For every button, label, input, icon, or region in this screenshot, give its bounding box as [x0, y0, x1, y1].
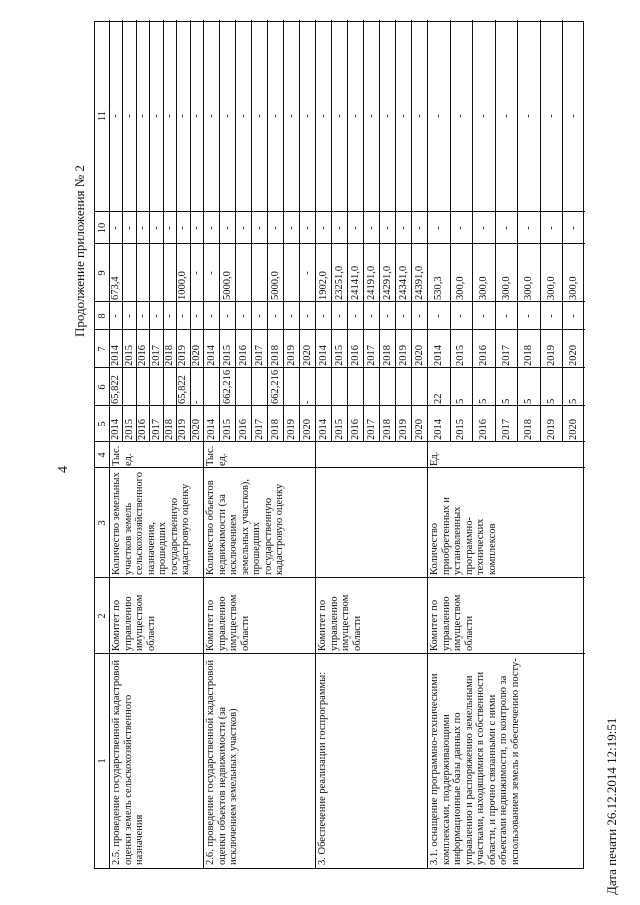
table-cell: -: [205, 271, 217, 275]
table-cell: -: [477, 114, 489, 118]
table-cell: 65,822: [177, 375, 189, 404]
section-indicator: [317, 470, 426, 575]
section-divider: [315, 20, 316, 868]
table-cell: -: [397, 314, 409, 318]
section-title: 3.1. оснащение программно-техническими комплексами, поддерживающими информационные базы данных по управлению и распоряжению земельными участками, находящимися в собственности области, и прочно связанными с ними объектами недвижимости, по контролю за использованием земель и обеспечению посту-: [429, 658, 521, 865]
table-cell: 2014: [110, 419, 122, 440]
column-number: 10: [97, 222, 108, 234]
table-cell: 2017: [253, 419, 265, 440]
table-cell: -: [545, 314, 557, 318]
table-cell: 2019: [545, 345, 557, 366]
table-cell: 2017: [500, 345, 512, 366]
table-cell: 2017: [365, 345, 377, 366]
table-cell: 2016: [349, 419, 361, 440]
appendix-continuation-label: Продолжение приложения № 2: [72, 165, 87, 337]
column-number: 4: [97, 452, 108, 458]
table-cell: 24341,0: [397, 265, 409, 300]
table-cell: 2020: [190, 419, 202, 440]
table-cell: -: [163, 226, 175, 230]
row-divider: [395, 20, 396, 442]
table-cell: -: [500, 314, 512, 318]
table-cell: -: [301, 314, 313, 318]
row-divider: [219, 20, 220, 442]
table-cell: 2018: [381, 345, 393, 366]
table-cell: 2015: [455, 345, 467, 366]
table-cell: -: [381, 226, 393, 230]
table-cell: -: [317, 226, 329, 230]
table-cell: -: [397, 114, 409, 118]
column-divider: [95, 467, 585, 468]
print-date: Дата печати 26.12.2014 12:19:51: [604, 717, 619, 895]
row-divider: [347, 20, 348, 442]
section-divider: [203, 20, 204, 868]
table-cell: 2019: [285, 419, 297, 440]
section-indicator: Количество приобретенных и установленных программно-технических комплексов: [429, 496, 498, 575]
table-cell: -: [432, 314, 444, 318]
column-number: 11: [97, 110, 108, 122]
table-cell: 2018: [523, 345, 535, 366]
table-cell: 2017: [150, 419, 162, 440]
column-number: 6: [97, 384, 108, 390]
table-cell: -: [190, 314, 202, 318]
table-cell: 2020: [568, 345, 580, 366]
table-cell: -: [301, 114, 313, 118]
page-number: 4: [56, 466, 71, 473]
table-cell: -: [455, 226, 467, 230]
row-divider: [283, 20, 284, 442]
table-cell: -: [237, 226, 249, 230]
section-indicator: Количество объектов недвижимости (за исключением земельных участков), прошедших государственную кадастровую оценку: [205, 478, 285, 575]
table-cell: 2019: [285, 345, 297, 366]
table-cell: -: [221, 314, 233, 318]
table-cell: 24291,0: [381, 265, 393, 300]
table-cell: -: [500, 226, 512, 230]
table-cell: -: [221, 226, 233, 230]
table-cell: -: [523, 114, 535, 118]
table-cell: -: [285, 314, 297, 318]
table-cell: -: [163, 314, 175, 318]
column-divider: [95, 405, 585, 406]
row-divider: [517, 20, 518, 442]
section-title: 2.6. проведение государственной кадастровой оценки объектов недвижимости (за исключением земельных участков): [205, 659, 239, 865]
table-cell: 2019: [545, 419, 557, 440]
program-table: [94, 21, 584, 869]
table-cell: 2016: [477, 419, 489, 440]
table-cell: -: [545, 226, 557, 230]
table-cell: 65,822: [110, 375, 122, 404]
row-divider: [363, 20, 364, 442]
table-cell: -: [177, 226, 189, 230]
table-cell: 5: [523, 398, 535, 404]
table-cell: 2017: [150, 345, 162, 366]
table-cell: 2014: [432, 345, 444, 366]
table-cell: 530,3: [432, 276, 444, 300]
column-divider: [95, 653, 585, 654]
table-cell: -: [349, 314, 361, 318]
column-number: 9: [97, 270, 108, 276]
table-cell: 1000,0: [177, 271, 189, 300]
section-executor: Комитет по управлению имуществом области: [429, 594, 475, 651]
table-cell: 2018: [269, 345, 281, 366]
row-divider: [299, 20, 300, 442]
column-divider: [95, 301, 585, 302]
table-cell: -: [333, 114, 345, 118]
column-number: 3: [97, 520, 108, 526]
table-cell: 2015: [333, 345, 345, 366]
table-cell: -: [253, 114, 265, 118]
table-cell: 2020: [190, 345, 202, 366]
table-cell: -: [123, 226, 135, 230]
table-cell: -: [150, 226, 162, 230]
table-cell: -: [301, 226, 313, 230]
table-cell: 22: [432, 393, 444, 404]
table-cell: -: [150, 314, 162, 318]
table-cell: 2016: [237, 345, 249, 366]
table-cell: -: [455, 314, 467, 318]
row-divider: [495, 20, 496, 442]
column-number: 2: [97, 613, 108, 619]
section-executor: Комитет по управлению имуществом области: [317, 594, 363, 651]
row-divider: [450, 20, 451, 442]
row-divider: [562, 20, 563, 442]
column-number: 7: [97, 346, 108, 352]
table-cell: -: [477, 314, 489, 318]
table-cell: 2017: [253, 345, 265, 366]
table-cell: -: [237, 114, 249, 118]
column-divider: [95, 577, 585, 578]
table-cell: -: [568, 114, 580, 118]
table-cell: -: [365, 226, 377, 230]
table-cell: -: [349, 114, 361, 118]
table-cell: 2020: [301, 345, 313, 366]
table-cell: 2020: [568, 419, 580, 440]
table-cell: 1902,0: [317, 271, 329, 300]
row-divider: [411, 20, 412, 442]
table-cell: 673,4: [110, 276, 122, 300]
table-cell: -: [110, 226, 122, 230]
table-cell: 2018: [163, 345, 175, 366]
table-cell: -: [317, 314, 329, 318]
table-cell: 2016: [237, 419, 249, 440]
table-cell: -: [137, 114, 149, 118]
table-cell: 662,216: [269, 369, 281, 404]
table-cell: -: [285, 226, 297, 230]
table-cell: 5000,0: [221, 271, 233, 300]
column-divider: [95, 243, 585, 244]
table-cell: 24391,0: [413, 265, 425, 300]
section-title: 3. Обеспечение реализации госпрограммы:: [317, 671, 328, 865]
table-cell: -: [397, 226, 409, 230]
table-cell: -: [163, 114, 175, 118]
section-unit: Тыс. ед.: [111, 445, 134, 466]
table-cell: -: [177, 114, 189, 118]
table-cell: -: [285, 114, 297, 118]
table-cell: 5: [568, 398, 580, 404]
table-cell: 2019: [397, 419, 409, 440]
table-cell: 662,216: [221, 369, 233, 404]
table-cell: -: [205, 226, 217, 230]
table-cell: -: [381, 114, 393, 118]
table-cell: -: [333, 226, 345, 230]
table-cell: 2015: [123, 419, 135, 440]
table-cell: -: [413, 114, 425, 118]
table-cell: 5: [455, 398, 467, 404]
row-divider: [235, 20, 236, 442]
table-cell: 5: [545, 398, 557, 404]
section-title: 2.5. проведение государственной кадастровой оценки земель сельскохозяйственного назначения: [111, 659, 145, 865]
section-unit: Ед.: [429, 451, 440, 466]
table-cell: 2015: [333, 419, 345, 440]
table-cell: 300,0: [500, 276, 512, 300]
table-cell: -: [269, 314, 281, 318]
table-cell: 2020: [413, 345, 425, 366]
table-cell: 24191,0: [365, 265, 377, 300]
table-cell: 5000,0: [269, 271, 281, 300]
table-cell: -: [317, 114, 329, 118]
table-cell: -: [432, 226, 444, 230]
table-cell: 2014: [317, 419, 329, 440]
row-divider: [251, 20, 252, 442]
table-cell: -: [253, 226, 265, 230]
table-cell: -: [110, 114, 122, 118]
table-cell: -: [221, 114, 233, 118]
table-cell: -: [455, 114, 467, 118]
table-cell: 24141,0: [349, 265, 361, 300]
table-cell: 2016: [477, 345, 489, 366]
table-cell: -: [123, 314, 135, 318]
table-cell: -: [349, 226, 361, 230]
column-number: 8: [97, 313, 108, 319]
table-cell: -: [568, 314, 580, 318]
table-cell: -: [523, 314, 535, 318]
table-cell: -: [205, 114, 217, 118]
table-cell: -: [301, 400, 313, 404]
table-cell: 2014: [432, 419, 444, 440]
table-cell: 2019: [177, 345, 189, 366]
column-number: 5: [97, 421, 108, 427]
row-divider: [331, 20, 332, 442]
table-cell: 2017: [500, 419, 512, 440]
table-cell: -: [190, 226, 202, 230]
table-cell: 5: [500, 398, 512, 404]
table-cell: -: [190, 114, 202, 118]
table-cell: -: [477, 226, 489, 230]
section-executor: Комитет по управлению имуществом области: [111, 594, 157, 651]
table-cell: 2018: [381, 419, 393, 440]
table-cell: 2018: [269, 419, 281, 440]
section-divider: [427, 20, 428, 868]
table-cell: 2014: [110, 345, 122, 366]
table-cell: -: [253, 314, 265, 318]
table-cell: 2016: [137, 345, 149, 366]
column-divider: [95, 211, 585, 212]
table-cell: -: [301, 271, 313, 275]
section-unit: [317, 443, 426, 466]
table-cell: 2016: [137, 419, 149, 440]
column-divider: [95, 329, 585, 330]
table-cell: 2015: [123, 345, 135, 366]
table-cell: -: [137, 314, 149, 318]
table-cell: 2015: [221, 345, 233, 366]
table-cell: 2014: [317, 345, 329, 366]
table-cell: -: [269, 226, 281, 230]
column-number: 1: [97, 758, 108, 764]
table-cell: -: [413, 314, 425, 318]
table-cell: -: [500, 114, 512, 118]
table-cell: 2019: [177, 419, 189, 440]
row-divider: [472, 20, 473, 442]
table-cell: 2019: [397, 345, 409, 366]
table-cell: 2014: [205, 345, 217, 366]
table-cell: -: [568, 226, 580, 230]
table-cell: 2020: [413, 419, 425, 440]
table-cell: 2017: [365, 419, 377, 440]
section-executor: Комитет по управлению имуществом области: [205, 594, 251, 651]
section-indicator: Количество земельных участков земель сельскохозяйственного назначения, прошедших государственную кадастровую оценку: [111, 472, 191, 575]
row-divider: [540, 20, 541, 442]
table-cell: 2015: [221, 419, 233, 440]
section-unit: Тыс. ед.: [205, 445, 228, 466]
table-cell: -: [432, 114, 444, 118]
table-cell: -: [523, 226, 535, 230]
table-cell: -: [205, 314, 217, 318]
table-cell: -: [137, 226, 149, 230]
table-cell: 300,0: [455, 276, 467, 300]
table-cell: -: [365, 314, 377, 318]
row-divider: [379, 20, 380, 442]
table-cell: -: [237, 314, 249, 318]
table-cell: -: [177, 314, 189, 318]
table-cell: 23251,0: [333, 265, 345, 300]
table-cell: 2018: [523, 419, 535, 440]
table-cell: -: [381, 314, 393, 318]
table-cell: 2020: [301, 419, 313, 440]
row-divider: [267, 20, 268, 442]
table-cell: 2015: [455, 419, 467, 440]
table-cell: -: [190, 271, 202, 275]
column-divider: [95, 367, 585, 368]
table-cell: 300,0: [568, 276, 580, 300]
table-cell: -: [123, 114, 135, 118]
table-cell: 300,0: [545, 276, 557, 300]
table-cell: 300,0: [523, 276, 535, 300]
table-cell: 2018: [163, 419, 175, 440]
table-cell: -: [413, 226, 425, 230]
table-cell: 2014: [205, 419, 217, 440]
table-cell: 5: [477, 398, 489, 404]
table-cell: -: [190, 400, 202, 404]
table-cell: -: [110, 314, 122, 318]
table-cell: 300,0: [477, 276, 489, 300]
table-cell: -: [269, 114, 281, 118]
table-cell: 2016: [349, 345, 361, 366]
table-cell: -: [333, 314, 345, 318]
table-cell: -: [545, 114, 557, 118]
table-cell: -: [150, 114, 162, 118]
column-divider: [95, 441, 585, 442]
table-cell: -: [365, 114, 377, 118]
